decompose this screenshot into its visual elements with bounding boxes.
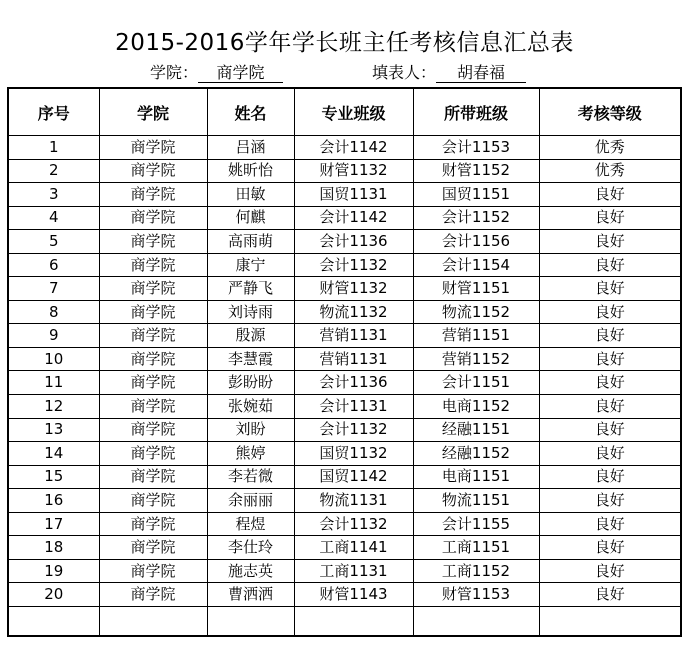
cell-grade: 良好: [539, 489, 681, 513]
table-row: [8, 512, 681, 536]
cell-college: 商学院: [99, 395, 207, 419]
cell-index: 18: [8, 536, 99, 560]
cell-name: 刘盼: [207, 418, 294, 442]
filler-label: 填表人：: [372, 63, 437, 82]
cell-major-class: 财管1132: [294, 277, 413, 301]
empty-cell: [207, 606, 294, 636]
cell-grade: 良好: [539, 512, 681, 536]
cell-grade: 优秀: [539, 136, 681, 160]
cell-led-class: 工商1152: [413, 559, 539, 583]
cell-grade: 良好: [539, 324, 681, 348]
cell-name: 殷源: [207, 324, 294, 348]
cell-grade: 良好: [539, 536, 681, 560]
college-label: 学院：: [150, 63, 199, 82]
column-header-major-class: 专业班级: [294, 88, 413, 136]
cell-college: 商学院: [99, 159, 207, 183]
cell-college: 商学院: [99, 183, 207, 207]
cell-grade: 良好: [539, 206, 681, 230]
cell-major-class: 工商1131: [294, 559, 413, 583]
table-row: [8, 300, 681, 324]
cell-college: 商学院: [99, 418, 207, 442]
cell-index: 6: [8, 253, 99, 277]
cell-led-class: 会计1155: [413, 512, 539, 536]
cell-grade: 良好: [539, 583, 681, 607]
cell-major-class: 工商1141: [294, 536, 413, 560]
cell-name: 彭盼盼: [207, 371, 294, 395]
cell-led-class: 电商1151: [413, 465, 539, 489]
assessment-table: [7, 87, 682, 637]
cell-major-class: 会计1132: [294, 418, 413, 442]
cell-major-class: 会计1131: [294, 395, 413, 419]
cell-name: 何麒: [207, 206, 294, 230]
cell-name: 李慧霞: [207, 347, 294, 371]
column-header-grade: 考核等级: [539, 88, 681, 136]
cell-major-class: 国贸1131: [294, 183, 413, 207]
cell-grade: 良好: [539, 183, 681, 207]
cell-college: 商学院: [99, 583, 207, 607]
cell-name: 熊婷: [207, 442, 294, 466]
cell-index: 4: [8, 206, 99, 230]
cell-name: 吕涵: [207, 136, 294, 160]
cell-college: 商学院: [99, 559, 207, 583]
cell-major-class: 物流1132: [294, 300, 413, 324]
cell-index: 9: [8, 324, 99, 348]
table-row: [8, 583, 681, 607]
cell-name: 田敏: [207, 183, 294, 207]
cell-index: 12: [8, 395, 99, 419]
empty-cell: [413, 606, 539, 636]
cell-name: 程煜: [207, 512, 294, 536]
cell-grade: 良好: [539, 300, 681, 324]
college-value: 商学院: [198, 63, 283, 83]
cell-college: 商学院: [99, 136, 207, 160]
cell-index: 14: [8, 442, 99, 466]
cell-major-class: 会计1132: [294, 253, 413, 277]
cell-college: 商学院: [99, 536, 207, 560]
empty-row: [8, 606, 681, 636]
empty-cell: [294, 606, 413, 636]
cell-led-class: 会计1152: [413, 206, 539, 230]
cell-major-class: 会计1136: [294, 230, 413, 254]
cell-grade: 良好: [539, 253, 681, 277]
table-row: [8, 277, 681, 301]
table-row: [8, 253, 681, 277]
cell-led-class: 会计1151: [413, 371, 539, 395]
cell-name: 张婉茹: [207, 395, 294, 419]
cell-index: 8: [8, 300, 99, 324]
table-row: [8, 536, 681, 560]
table-row: [8, 183, 681, 207]
cell-college: 商学院: [99, 512, 207, 536]
cell-index: 5: [8, 230, 99, 254]
cell-index: 10: [8, 347, 99, 371]
cell-name: 余丽丽: [207, 489, 294, 513]
cell-led-class: 营销1151: [413, 324, 539, 348]
cell-index: 16: [8, 489, 99, 513]
cell-index: 15: [8, 465, 99, 489]
cell-name: 刘诗雨: [207, 300, 294, 324]
cell-led-class: 财管1151: [413, 277, 539, 301]
cell-name: 姚昕怡: [207, 159, 294, 183]
cell-major-class: 物流1131: [294, 489, 413, 513]
column-header-index: 序号: [8, 88, 99, 136]
cell-grade: 良好: [539, 442, 681, 466]
cell-college: 商学院: [99, 253, 207, 277]
cell-grade: 良好: [539, 418, 681, 442]
empty-cell: [8, 606, 99, 636]
table-row: [8, 442, 681, 466]
table-row: [8, 465, 681, 489]
table-row: [8, 371, 681, 395]
table-header-row: [8, 88, 681, 136]
table-row: [8, 136, 681, 160]
cell-led-class: 财管1153: [413, 583, 539, 607]
cell-led-class: 经融1151: [413, 418, 539, 442]
cell-major-class: 国贸1132: [294, 442, 413, 466]
cell-major-class: 财管1132: [294, 159, 413, 183]
column-header-college: 学院: [99, 88, 207, 136]
cell-major-class: 国贸1142: [294, 465, 413, 489]
table-row: [8, 324, 681, 348]
table-row: [8, 159, 681, 183]
cell-grade: 良好: [539, 371, 681, 395]
cell-grade: 良好: [539, 465, 681, 489]
cell-name: 严静飞: [207, 277, 294, 301]
cell-major-class: 会计1132: [294, 512, 413, 536]
cell-index: 2: [8, 159, 99, 183]
column-header-led-class: 所带班级: [413, 88, 539, 136]
cell-index: 1: [8, 136, 99, 160]
cell-college: 商学院: [99, 371, 207, 395]
cell-index: 17: [8, 512, 99, 536]
cell-college: 商学院: [99, 300, 207, 324]
cell-grade: 良好: [539, 230, 681, 254]
cell-major-class: 会计1142: [294, 206, 413, 230]
college-info: [150, 62, 283, 84]
cell-index: 13: [8, 418, 99, 442]
cell-index: 7: [8, 277, 99, 301]
cell-grade: 良好: [539, 347, 681, 371]
cell-major-class: 财管1143: [294, 583, 413, 607]
filler-info: [372, 62, 526, 84]
page-title: 2015-2016学年学长班主任考核信息汇总表: [115, 30, 574, 56]
filler-value: 胡春福: [436, 63, 526, 83]
cell-major-class: 会计1136: [294, 371, 413, 395]
cell-college: 商学院: [99, 347, 207, 371]
table-row: [8, 559, 681, 583]
cell-grade: 良好: [539, 559, 681, 583]
cell-major-class: 会计1142: [294, 136, 413, 160]
cell-college: 商学院: [99, 465, 207, 489]
cell-led-class: 物流1152: [413, 300, 539, 324]
cell-led-class: 会计1156: [413, 230, 539, 254]
cell-college: 商学院: [99, 489, 207, 513]
table-row: [8, 418, 681, 442]
cell-college: 商学院: [99, 442, 207, 466]
table-row: [8, 347, 681, 371]
cell-name: 李若微: [207, 465, 294, 489]
cell-index: 3: [8, 183, 99, 207]
cell-led-class: 财管1152: [413, 159, 539, 183]
cell-index: 11: [8, 371, 99, 395]
cell-college: 商学院: [99, 206, 207, 230]
cell-college: 商学院: [99, 324, 207, 348]
cell-led-class: 营销1152: [413, 347, 539, 371]
table-row: [8, 489, 681, 513]
cell-led-class: 电商1152: [413, 395, 539, 419]
table-body: [8, 136, 681, 636]
cell-major-class: 营销1131: [294, 347, 413, 371]
empty-cell: [539, 606, 681, 636]
cell-name: 李仕玲: [207, 536, 294, 560]
cell-led-class: 会计1153: [413, 136, 539, 160]
cell-led-class: 物流1151: [413, 489, 539, 513]
cell-name: 高雨萌: [207, 230, 294, 254]
cell-name: 施志英: [207, 559, 294, 583]
table-row: [8, 395, 681, 419]
cell-grade: 优秀: [539, 159, 681, 183]
cell-index: 19: [8, 559, 99, 583]
cell-index: 20: [8, 583, 99, 607]
cell-major-class: 营销1131: [294, 324, 413, 348]
column-header-name: 姓名: [207, 88, 294, 136]
cell-led-class: 经融1152: [413, 442, 539, 466]
cell-name: 曹洒洒: [207, 583, 294, 607]
table-row: [8, 230, 681, 254]
empty-cell: [99, 606, 207, 636]
cell-name: 康宁: [207, 253, 294, 277]
cell-grade: 良好: [539, 395, 681, 419]
cell-college: 商学院: [99, 230, 207, 254]
table-row: [8, 206, 681, 230]
cell-led-class: 工商1151: [413, 536, 539, 560]
cell-college: 商学院: [99, 277, 207, 301]
cell-led-class: 国贸1151: [413, 183, 539, 207]
cell-led-class: 会计1154: [413, 253, 539, 277]
cell-grade: 良好: [539, 277, 681, 301]
